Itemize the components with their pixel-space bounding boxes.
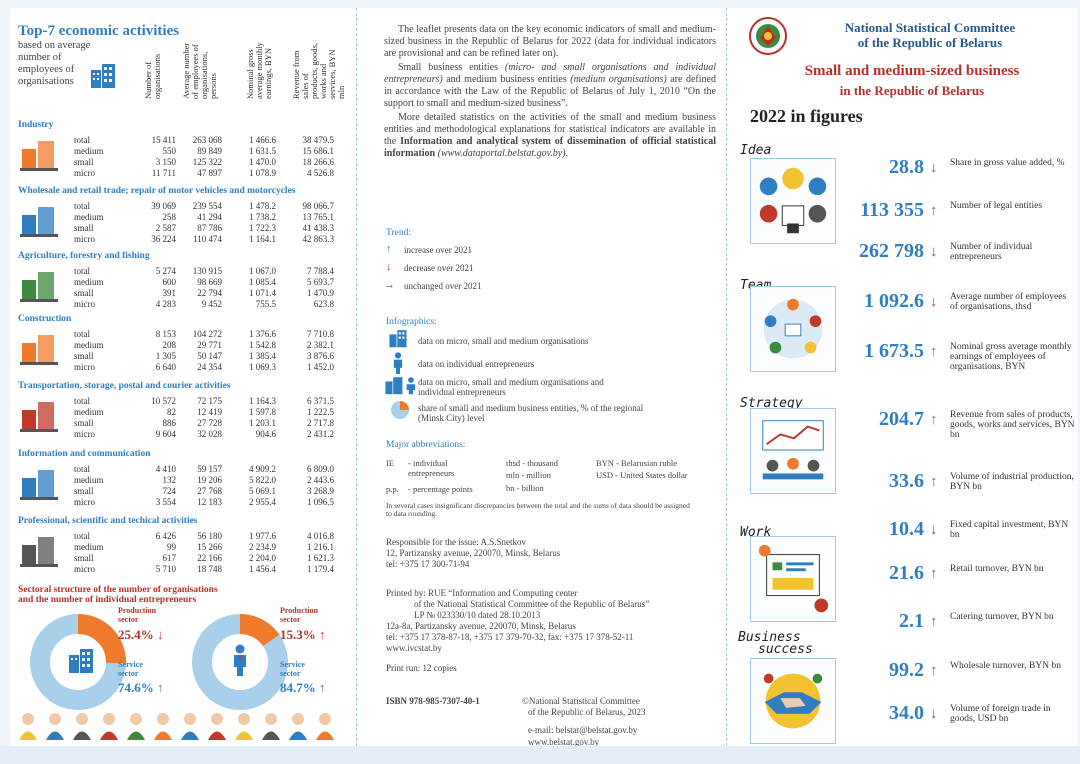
table-cell: 1 470.0 (249, 157, 276, 167)
table-cell: 4 283 (155, 299, 176, 309)
indicator-label: Average number of employees of organisations, thsd (950, 292, 1067, 312)
indicator-label: Number of legal entities (950, 201, 1043, 211)
table-cell: 99 (167, 542, 176, 552)
table-cell: 5 710 (155, 564, 176, 574)
pie2-service-pct: 84.7% ↑ (280, 680, 326, 695)
table-cell: 9 452 (201, 299, 222, 309)
table-cell: 47 897 (197, 168, 222, 178)
info-combined: data on micro, small and medium organisations and individual entrepreneurs (418, 377, 604, 397)
arrow-up-icon: ↑ (930, 566, 938, 582)
pie1-service-pct: 74.6% ↑ (118, 680, 164, 695)
row-label: micro (74, 168, 95, 178)
indicator-value: 28.8 (889, 156, 924, 178)
table-row (10, 475, 354, 486)
table-cell: 82 (167, 407, 176, 417)
sector-title: Professional, scientific and techical activities (18, 516, 198, 526)
building-icon (388, 328, 408, 348)
table-cell: 1 478.2 (249, 201, 276, 211)
table-cell: 132 (162, 475, 176, 485)
row-label: small (74, 223, 94, 233)
table-cell: 104 272 (192, 329, 222, 339)
table-cell: 4 526.8 (307, 168, 334, 178)
pie2-production-label: Production sector (280, 606, 319, 624)
table-cell: 1 096.5 (307, 497, 334, 507)
arrow-right-icon: → (384, 279, 395, 291)
table-row (10, 157, 354, 168)
table-row (10, 146, 354, 157)
arrow-down-icon: ↓ (386, 261, 392, 273)
table-cell: 98 066.7 (302, 201, 334, 211)
table-row (10, 212, 354, 223)
table-cell: 2 234.9 (249, 542, 276, 552)
table-cell: 239 554 (192, 201, 222, 211)
building-icon (67, 645, 95, 675)
table-cell: 600 (162, 277, 176, 287)
table-row (10, 223, 354, 234)
building-person-icon (384, 374, 418, 396)
header-employees: Average number of employees of organisations, persons (181, 42, 218, 99)
row-label: small (74, 486, 94, 496)
table-cell: 3 876.6 (307, 351, 334, 361)
info-column (362, 8, 724, 746)
leaflet-sheet (10, 8, 1078, 746)
indicator-label: Volume of foreign trade in goods, USD bn (950, 704, 1051, 724)
structure-title: Sectoral structure of the number of organisations and the number of individual entrepreneurs (18, 585, 218, 605)
table-cell: 550 (162, 146, 176, 156)
row-label: small (74, 553, 94, 563)
table-cell: 72 175 (197, 396, 222, 406)
abbr-title: Major abbreviations: (386, 440, 466, 450)
table-cell: 1 977.6 (249, 531, 276, 541)
row-label: small (74, 351, 94, 361)
pie1-production-label: Production sector (118, 606, 157, 624)
table-cell: 1 738.2 (249, 212, 276, 222)
table-row (10, 553, 354, 564)
table-cell: 2 587 (155, 223, 176, 233)
indicator-value: 34.0 (889, 702, 924, 724)
table-cell: 1 071.4 (249, 288, 276, 298)
table-cell: 1 631.5 (249, 146, 276, 156)
arrow-down-icon: ↓ (930, 244, 938, 260)
table-cell: 1 222.5 (307, 407, 334, 417)
info-entrepreneurs: data on individual entrepreneurs (418, 359, 535, 369)
abbr-pp-key: p.p. (386, 484, 399, 494)
website-link[interactable]: www.belstat.gov.by (528, 737, 600, 746)
indicator-value: 262 798 (859, 240, 924, 262)
year-title: 2022 in figures (750, 106, 863, 126)
table-cell: 2 382.1 (307, 340, 334, 350)
indicator-value: 113 355 (860, 199, 924, 221)
top7-subtitle: based on average number of employees of organisations (18, 40, 91, 87)
row-label: medium (74, 277, 104, 287)
abbr-pp-value: - percentage points (408, 484, 473, 494)
row-label: micro (74, 429, 95, 439)
table-cell: 7 710.8 (307, 329, 334, 339)
row-label: total (74, 329, 90, 339)
table-cell: 886 (162, 418, 176, 428)
responsible-block: Responsible for the issue: A.S.Snetkov 12, Partizansky avenue, 220070, Minsk, Belarus tel: +375 17 300-71-94 (386, 537, 561, 569)
table-cell: 3 268.9 (307, 486, 334, 496)
table-cell: 15 266 (197, 542, 222, 552)
table-cell: 617 (162, 553, 176, 563)
table-cell: 29 771 (197, 340, 222, 350)
table-cell: 724 (162, 486, 176, 496)
table-cell: 6 640 (155, 362, 176, 372)
table-cell: 1 085.4 (249, 277, 276, 287)
table-cell: 3 150 (155, 157, 176, 167)
arrow-up-icon: ↑ (930, 344, 938, 360)
fold-line (356, 8, 357, 746)
table-cell: 6 371.5 (307, 396, 334, 406)
table-cell: 56 180 (197, 531, 222, 541)
indicator-value: 1 673.5 (864, 340, 924, 362)
table-cell: 87 786 (197, 223, 222, 233)
intro-text: The leaflet presents data on the key economic indicators of small and medium-sized business in the Republic of Belarus for 2022 (data for individual indicators are provisional and can be refined later on). Small business entities (micro- and small organisations and individual entrepreneurs) and medium business entities (medium organisations) are defined in accordance with the Law of the Republic of Belarus of July 1, 2010 “On the support to small and medium-sized business”. More detailed statistics on the activities of the small and medium business entities and methodological explanations for statistical indicators are available in the Information and analytical system of dissemination of official statistical information (www.dataportal.belstat.gov.by). (384, 24, 717, 159)
abbr-bn: bn - billion (506, 483, 544, 493)
table-row (10, 542, 354, 553)
table-cell: 22 166 (197, 553, 222, 563)
pie1-production-pct: 25.4% ↓ (118, 627, 164, 642)
table-cell: 89 849 (197, 146, 222, 156)
abbr-ie-value: - individual entrepreneurs (408, 458, 455, 478)
infographics-title: Infographics: (386, 317, 437, 327)
row-label: medium (74, 542, 104, 552)
table-cell: 2 204.0 (249, 553, 276, 563)
table-cell: 39 069 (151, 201, 176, 211)
table-cell: 6 809.0 (307, 464, 334, 474)
figures-column (732, 8, 1078, 746)
trend-decrease: decrease over 2021 (404, 263, 474, 273)
table-cell: 5 822.0 (249, 475, 276, 485)
indicator-value: 1 092.6 (864, 290, 924, 312)
print-run: Print run: 12 copies (386, 663, 457, 673)
row-label: small (74, 418, 94, 428)
row-label: medium (74, 407, 104, 417)
building-icon (89, 62, 117, 88)
table-row (10, 564, 354, 575)
table-cell: 2 717.8 (307, 418, 334, 428)
indicator-label: Retail turnover, BYN bn (950, 564, 1044, 574)
row-label: micro (74, 362, 95, 372)
block-label-business-success: Business success (738, 630, 813, 657)
table-cell: 4 410 (155, 464, 176, 474)
pie2-service-label: Service sector (280, 660, 305, 678)
table-cell: 59 157 (197, 464, 222, 474)
isbn: ISBN 978-985-7307-40-1 (386, 696, 480, 706)
table-row (10, 497, 354, 508)
table-cell: 5 274 (155, 266, 176, 276)
row-label: total (74, 266, 90, 276)
table-cell: 1 385.4 (249, 351, 276, 361)
table-cell: 1 203.1 (249, 418, 276, 428)
block-label-team: Team (740, 278, 772, 293)
abbr-usd: USD - United States dollar (596, 470, 688, 480)
arrow-up-icon: ↑ (930, 474, 938, 490)
table-cell: 98 669 (197, 277, 222, 287)
indicator-label: Revenue from sales of products, goods, works and services, BYN bn (950, 410, 1075, 440)
header-revenue: Revenue from sales of products, goods, works and services, BYN mln (291, 43, 346, 99)
trend-title: Trend: (386, 228, 411, 238)
row-label: micro (74, 497, 95, 507)
table-cell: 27 768 (197, 486, 222, 496)
indicator-label: Fixed capital investment, BYN bn (950, 520, 1069, 540)
pie1-service-label: Service sector (118, 660, 143, 678)
table-row (10, 277, 354, 288)
table-row (10, 362, 354, 373)
table-row (10, 288, 354, 299)
table-cell: 15 411 (151, 135, 176, 145)
table-row (10, 531, 354, 542)
arrow-up-icon: ↑ (930, 203, 938, 219)
indicator-label: Nominal gross average monthly earnings of employees of organisations, BYN (950, 342, 1072, 372)
table-cell: 2 443.6 (307, 475, 334, 485)
leaflet-title: Small and medium-sized business in the Republic of Belarus (804, 63, 1020, 98)
abbr-ie-key: IE (386, 458, 395, 468)
table-row (10, 486, 354, 497)
sector-title: Construction (18, 314, 72, 324)
pie2-production-pct: 15.3% ↑ (280, 627, 326, 642)
table-cell: 904.6 (255, 429, 276, 439)
row-label: total (74, 531, 90, 541)
arrow-up-icon: ↑ (930, 412, 938, 428)
table-row (10, 429, 354, 440)
table-cell: 10 572 (151, 396, 176, 406)
table-cell: 18 748 (197, 564, 222, 574)
row-label: micro (74, 234, 95, 244)
table-cell: 1 067.0 (249, 266, 276, 276)
table-cell: 1 078.9 (249, 168, 276, 178)
indicator-value: 2.1 (899, 610, 924, 632)
row-label: small (74, 288, 94, 298)
table-cell: 24 354 (197, 362, 222, 372)
row-label: medium (74, 340, 104, 350)
table-cell: 3 554 (155, 497, 176, 507)
arrow-down-icon: ↓ (930, 522, 938, 538)
arrow-up-icon: ↑ (386, 243, 392, 255)
organisation-name: National Statistical Committee of the Republic of Belarus (844, 20, 1016, 50)
table-row (10, 135, 354, 146)
table-cell: 36 224 (151, 234, 176, 244)
table-cell: 8 153 (155, 329, 176, 339)
trend-increase: increase over 2021 (404, 245, 472, 255)
table-row (10, 266, 354, 277)
table-cell: 391 (162, 288, 176, 298)
indicator-value: 204.7 (879, 408, 924, 430)
indicator-label: Wholesale turnover, BYN bn (950, 661, 1061, 671)
abbr-thsd: thsd - thousand (506, 458, 558, 468)
table-cell: 13 765.1 (302, 212, 334, 222)
row-label: total (74, 396, 90, 406)
header-organisations: Number of organisations (143, 53, 162, 99)
table-row (10, 168, 354, 179)
indicator-label: Volume of industrial production, BYN bn (950, 472, 1074, 492)
table-cell: 41 438.3 (302, 223, 334, 233)
table-row (10, 234, 354, 245)
table-cell: 110 474 (193, 234, 222, 244)
printed-by-block: Printed by: RUE “Information and Computing center of the National Statistical Committee of the Republic of Belarus” LP № 023330/10 dated 28.10.2013 12a-8a, Partizansky avenue, 220070, Minsk, Belarus tel: +375 17 378-87-18, +375 17 379-70-32, fax: +375 17 378-52-11 www.ivcstat.by (386, 588, 650, 653)
block-label-strategy: Strategy (740, 396, 803, 411)
table-cell: 6 426 (155, 531, 176, 541)
table-cell: 4 016.8 (307, 531, 334, 541)
table-cell: 1 621.3 (307, 553, 334, 563)
row-label: total (74, 464, 90, 474)
table-cell: 5 069.1 (249, 486, 276, 496)
row-label: medium (74, 212, 104, 222)
indicator-label: Catering turnover, BYN bn (950, 612, 1054, 622)
table-cell: 1 452.0 (307, 362, 334, 372)
table-row (10, 407, 354, 418)
table-row (10, 329, 354, 340)
bottom-band (0, 746, 1080, 764)
row-label: total (74, 201, 90, 211)
table-cell: 1 376.6 (249, 329, 276, 339)
block-label-idea: Idea (740, 143, 772, 158)
table-cell: 1 164.1 (249, 234, 276, 244)
indicator-label: Share in gross value added, % (950, 158, 1065, 168)
person-icon (232, 644, 248, 676)
table-cell: 1 466.6 (249, 135, 276, 145)
table-row (10, 340, 354, 351)
table-cell: 18 266.6 (302, 157, 334, 167)
table-cell: 1 722.3 (249, 223, 276, 233)
row-label: small (74, 157, 94, 167)
table-cell: 7 788.4 (307, 266, 334, 276)
person-icon (392, 352, 404, 374)
row-label: total (74, 135, 90, 145)
table-cell: 1 542.8 (249, 340, 276, 350)
table-cell: 1 597.8 (249, 407, 276, 417)
sector-title: Transportation, storage, postal and courier activities (18, 381, 231, 391)
table-row (10, 396, 354, 407)
sector-title: Information and communication (18, 449, 151, 459)
arrow-down-icon: ↓ (930, 706, 938, 722)
trend-unchanged: unchanged over 2021 (404, 281, 482, 291)
contacts (528, 724, 637, 746)
table-cell: 623.8 (313, 299, 334, 309)
table-row (10, 464, 354, 475)
arrow-down-icon: ↓ (930, 160, 938, 176)
table-cell: 1 305 (155, 351, 176, 361)
row-label: medium (74, 146, 104, 156)
table-row (10, 418, 354, 429)
table-cell: 4 909.2 (249, 464, 276, 474)
table-cell: 42 863.3 (302, 234, 334, 244)
table-cell: 32 028 (197, 429, 222, 439)
table-cell: 1 216.1 (307, 542, 334, 552)
table-cell: 1 456.4 (249, 564, 276, 574)
table-cell: 27 728 (197, 418, 222, 428)
table-cell: 12 419 (197, 407, 222, 417)
abbr-byn: BYN - Belarusian ruble (596, 458, 677, 468)
email-link[interactable]: e-mail: belstat@belstat.gov.by (528, 725, 638, 735)
abbr-mln: mln - million (506, 470, 551, 480)
table-cell: 1 069.3 (249, 362, 276, 372)
indicator-value: 33.6 (889, 470, 924, 492)
table-cell: 125 322 (192, 157, 222, 167)
activities-column (10, 8, 354, 746)
sector-title: Agriculture, forestry and fishing (18, 251, 150, 261)
sector-title: Industry (18, 120, 54, 130)
table-cell: 38 479.5 (302, 135, 334, 145)
table-cell: 263 068 (192, 135, 222, 145)
fold-line (726, 8, 727, 746)
table-cell: 15 686.1 (302, 146, 334, 156)
row-label: micro (74, 564, 95, 574)
arrow-up-icon: ↑ (930, 614, 938, 630)
table-row (10, 351, 354, 362)
table-row (10, 201, 354, 212)
rounding-note: In several cases insignificant discrepancies between the total and the sums of data should be assigned to data rounding. (386, 501, 690, 518)
info-share: share of small and medium business entities, % of the regional (Minsk City) level (418, 403, 644, 423)
sector-title: Wholesale and retail trade; repair of motor vehicles and motorcycles (18, 186, 296, 196)
top7-title: Top-7 economic activities (18, 23, 180, 39)
row-label: micro (74, 299, 95, 309)
table-cell: 19 206 (197, 475, 222, 485)
table-cell: 22 794 (197, 288, 222, 298)
table-cell: 5 693.7 (307, 277, 334, 287)
table-cell: 9 604 (155, 429, 176, 439)
table-cell: 2 431.2 (307, 429, 334, 439)
people-illustration (18, 711, 348, 741)
table-cell: 755.5 (255, 299, 276, 309)
table-row (10, 299, 354, 310)
table-cell: 1 164.3 (249, 396, 276, 406)
indicator-label: Number of individual entrepreneurs (950, 242, 1033, 262)
share-pie-icon (390, 400, 410, 420)
arrow-up-icon: ↑ (930, 663, 938, 679)
table-cell: 130 915 (192, 266, 222, 276)
table-cell: 41 294 (197, 212, 222, 222)
table-cell: 258 (162, 212, 176, 222)
indicator-value: 21.6 (889, 562, 924, 584)
indicator-value: 99.2 (889, 659, 924, 681)
emblem-icon (748, 16, 788, 56)
info-organisations: data on micro, small and medium organisations (418, 336, 589, 346)
table-cell: 12 183 (197, 497, 222, 507)
table-cell: 2 955.4 (249, 497, 276, 507)
table-cell: 208 (162, 340, 176, 350)
table-cell: 1 179.4 (307, 564, 334, 574)
table-cell: 11 711 (151, 168, 176, 178)
copyright: ©National Statistical Committee of the Republic of Belarus, 2023 (522, 696, 646, 717)
header-earnings: Nominal gross average monthly earnings, BYN (245, 42, 273, 99)
indicator-value: 10.4 (889, 518, 924, 540)
table-cell: 50 147 (197, 351, 222, 361)
arrow-down-icon: ↓ (930, 294, 938, 310)
table-cell: 1 470.9 (307, 288, 334, 298)
block-label-work: Work (740, 525, 772, 540)
row-label: medium (74, 475, 104, 485)
